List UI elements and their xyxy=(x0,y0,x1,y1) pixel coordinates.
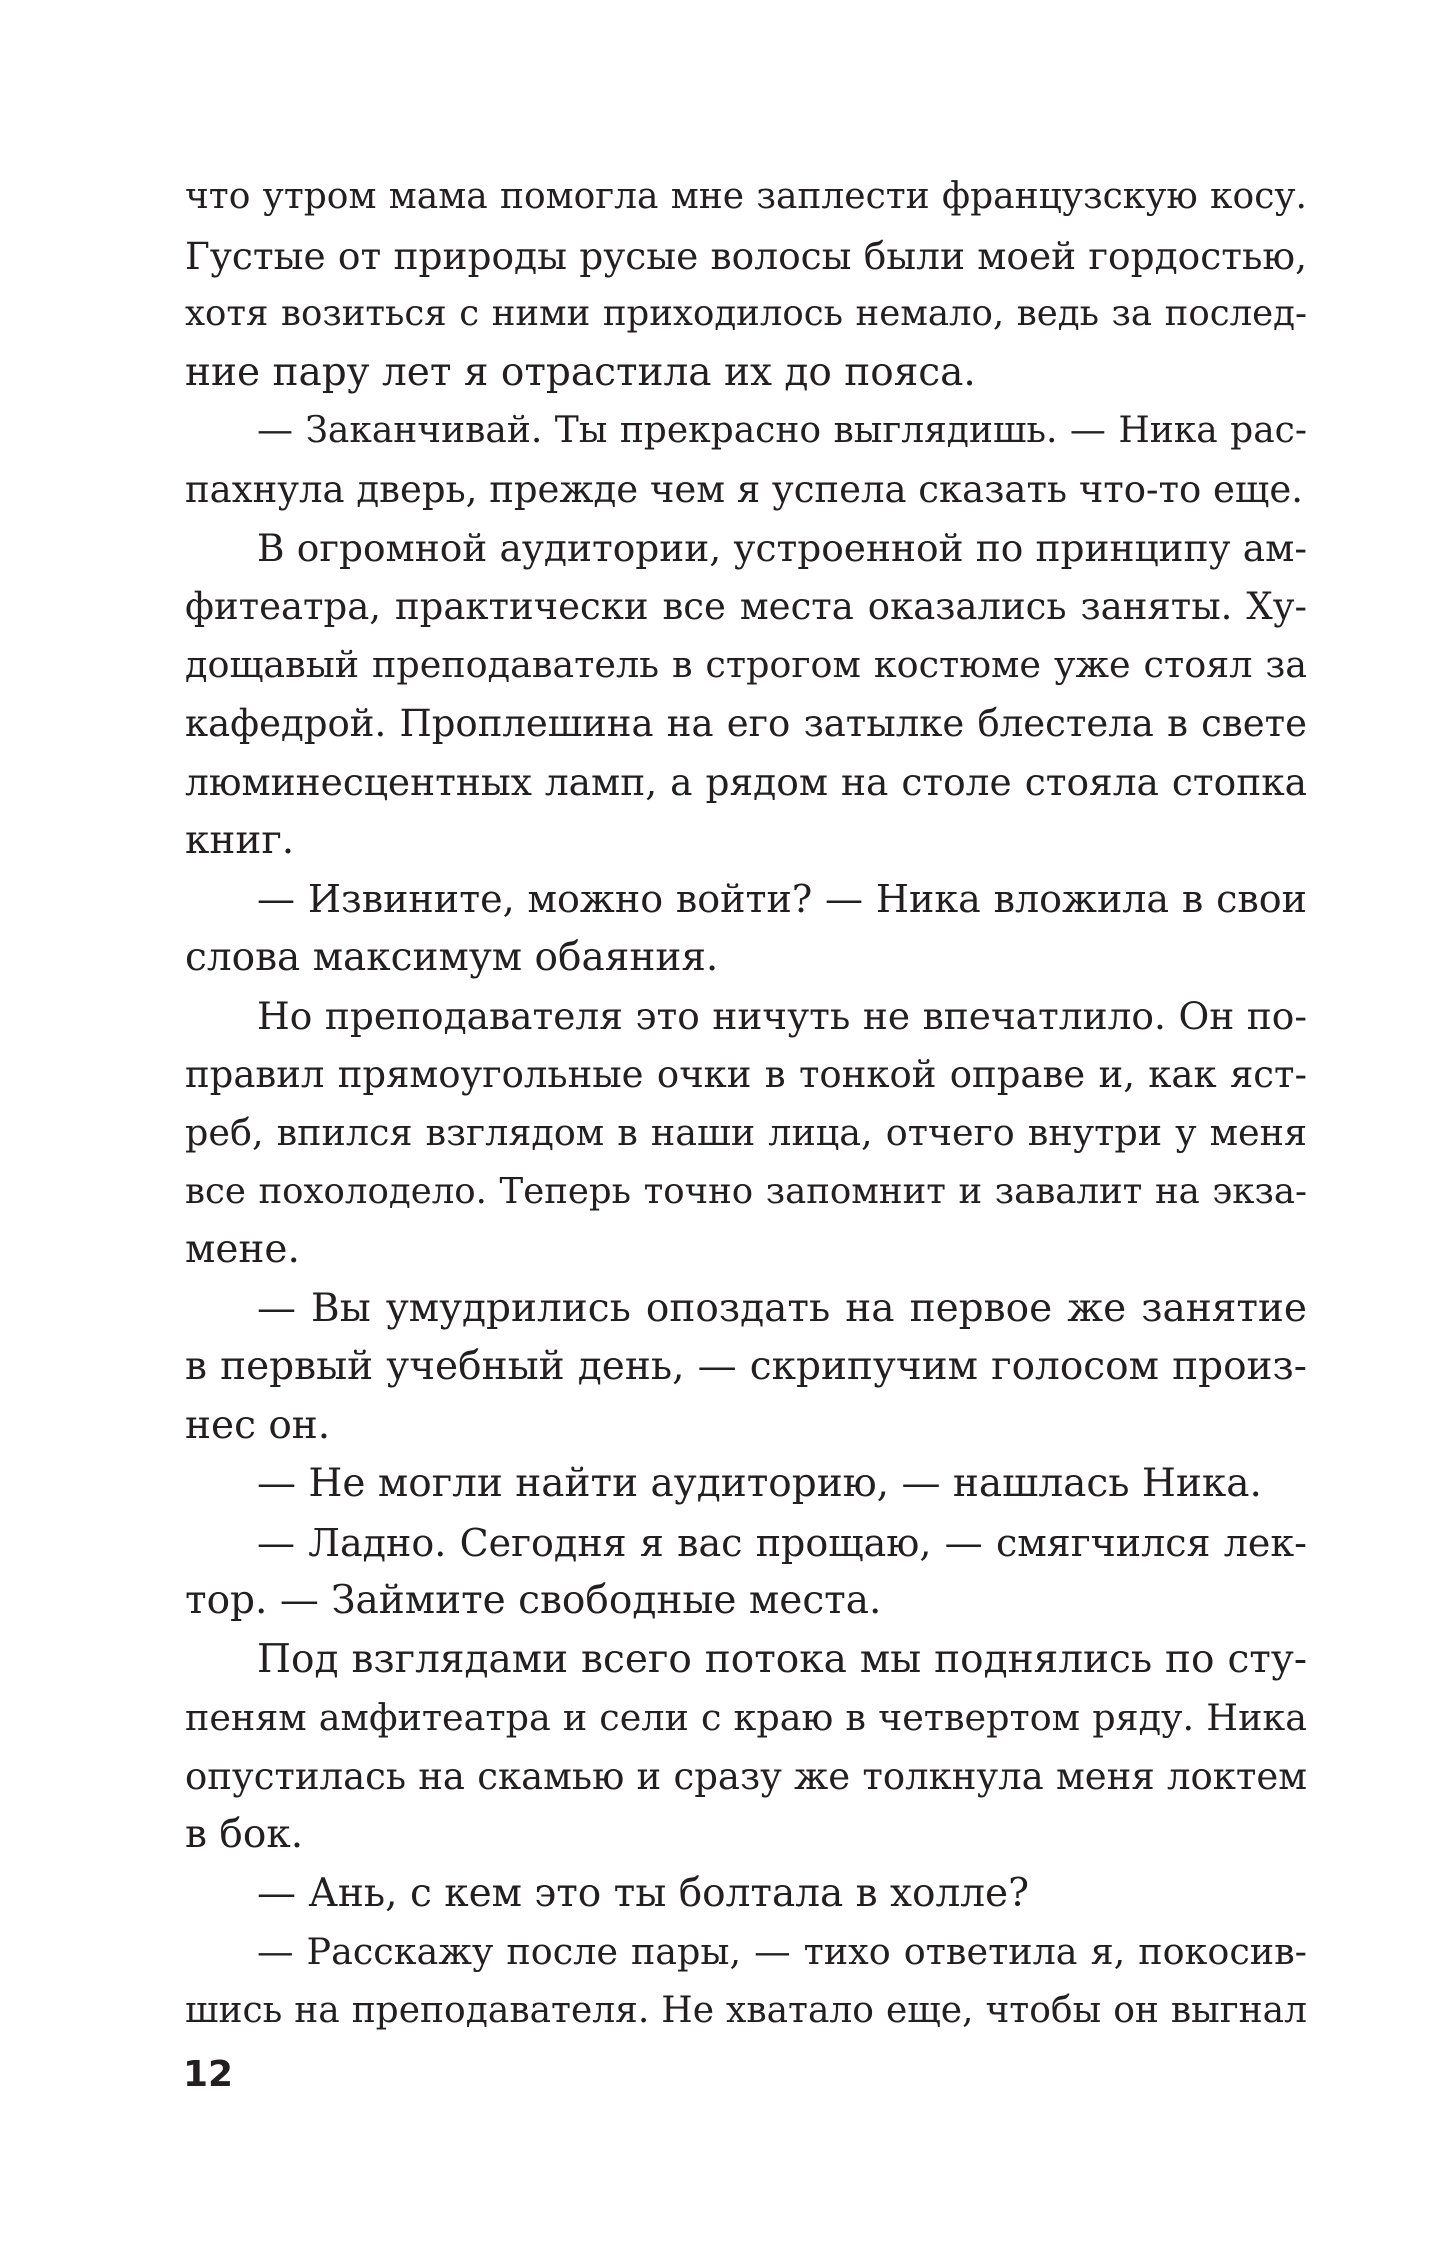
text-line: кафедрой. Проплешина на его затылке блестела в свете xyxy=(185,701,1307,745)
text-line: правил прямоугольные очки в тонкой оправе и, как яст- xyxy=(185,1052,1307,1096)
text-line: В огромной аудитории, устроенной по принципу ам- xyxy=(257,526,1307,570)
text-line: в бок. xyxy=(185,1812,304,1857)
text-line: люминесцентных ламп, а рядом на столе стояла стопка xyxy=(185,760,1307,804)
text-line: — Расскажу после пары, — тихо ответила я, покосив- xyxy=(257,1930,1307,1973)
text-line: — Вы умудрились опоздать на первое же занятие xyxy=(257,1285,1307,1331)
text-line: дощавый преподаватель в строгом костюме уже стоял за xyxy=(185,643,1307,686)
text-line: в первый учебный день, — скрипучим голосом произ- xyxy=(185,1344,1307,1389)
text-line: — Ладно. Сегодня я вас прощаю, — смягчился лек- xyxy=(257,1520,1307,1565)
text-line: — Извините, можно войти? — Ника вложила в свои xyxy=(257,877,1307,921)
text-line: Под взглядами всего потока мы поднялись по сту- xyxy=(257,1636,1307,1682)
text-line: нес он. xyxy=(185,1402,331,1448)
text-line: — Не могли найти аудиторию, — нашлась Ника. xyxy=(257,1461,1262,1506)
text-line: хотя возиться с ними приходилось немало, ведь за послед- xyxy=(185,293,1307,334)
text-line: книг. xyxy=(185,817,295,863)
text-line: пахнула дверь, прежде чем я успела сказать что-то еще. xyxy=(185,467,1303,511)
text-line: пеням амфитеатра и сели с краю в четвертом ряду. Ника xyxy=(185,1696,1307,1739)
text-line: ние пару лет я отрастила их до пояса. xyxy=(185,349,976,395)
body-text xyxy=(185,168,1307,2040)
text-line: тор. — Займите свободные места. xyxy=(185,1578,882,1623)
text-line: Но преподавателя это ничуть не впечатлило. Он по- xyxy=(257,994,1307,1038)
text-line: опустилась на скамью и сразу же толкнула меня локтем xyxy=(185,1754,1307,1798)
text-line: Густые от природы русые волосы были моей гордостью, xyxy=(185,233,1307,278)
text-line: — Заканчивай. Ты прекрасно выглядишь. — Ника рас- xyxy=(257,410,1307,451)
text-line: шись на преподавателя. Не хватало еще, чтобы он выгнал xyxy=(185,1989,1307,2031)
text-line: слова максимум обаяния. xyxy=(185,934,719,980)
page-number: 12 xyxy=(183,2054,234,2095)
text-line: фитеатра, практически все места оказались заняты. Ху- xyxy=(185,584,1307,628)
text-line: что утром мама помогла мне заплести французскую косу. xyxy=(185,176,1307,217)
text-line: мене. xyxy=(185,1227,300,1272)
text-line: реб, впился взглядом в наши лица, отчего внутри у меня xyxy=(185,1111,1307,1154)
text-line: — Ань, с кем это ты болтала в холле? xyxy=(257,1870,1030,1916)
text-line: все похолодело. Теперь точно запомнит и завалит на экза- xyxy=(185,1170,1307,1212)
